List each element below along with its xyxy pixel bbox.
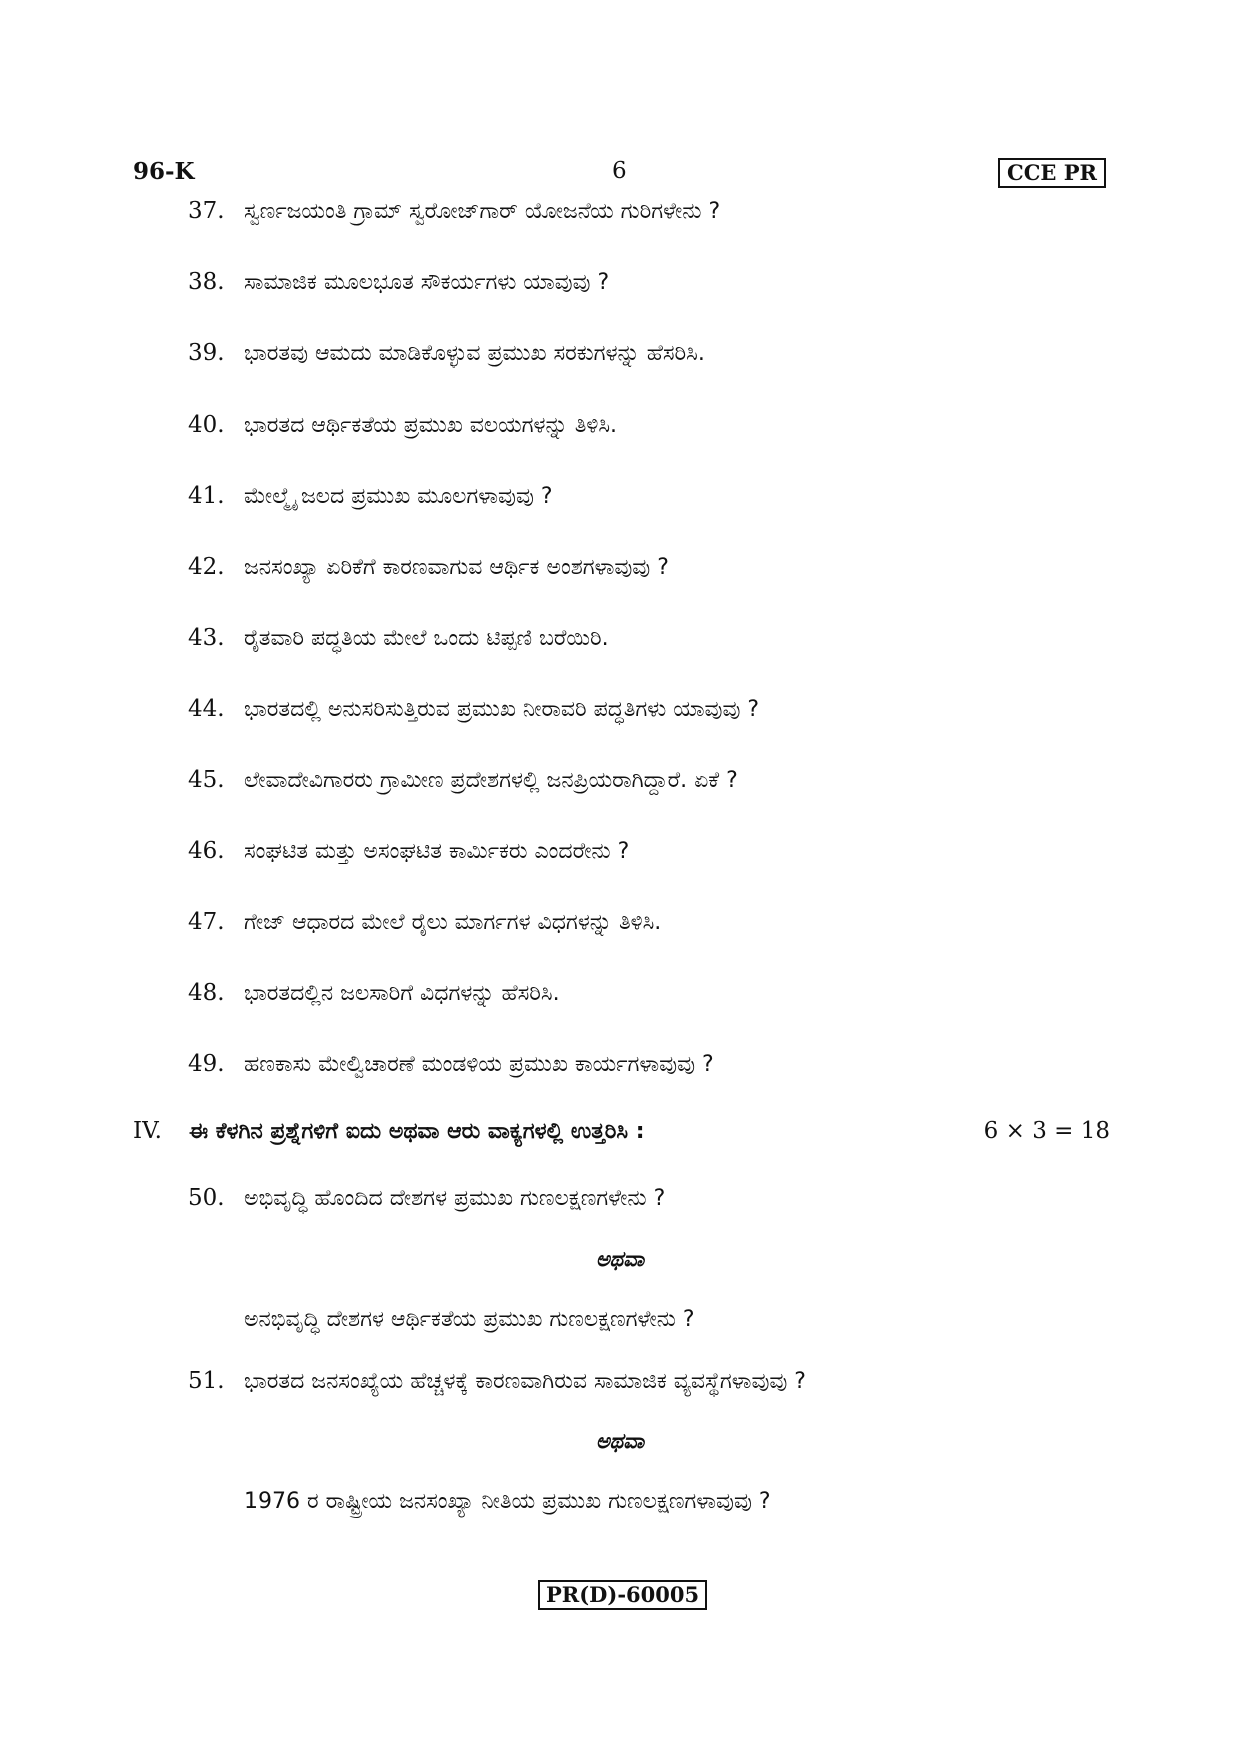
question-40 — [188, 412, 617, 438]
question-38 — [188, 269, 609, 295]
question-text: ಮೇಲ್ಮೈ ಜಲದ ಪ್ರಮುಖ ಮೂಲಗಳಾವುವು ? — [244, 484, 553, 509]
question-number: 50. — [188, 1185, 225, 1211]
question-43 — [188, 625, 609, 651]
question-number: 47. — [188, 909, 225, 935]
question-number: 41. — [188, 483, 225, 509]
question-45 — [188, 767, 738, 793]
series-box: CCE PR — [998, 158, 1106, 188]
question-text: ಸಂಘಟಿತ ಮತ್ತು ಅಸಂಘಟಿತ ಕಾರ್ಮಿಕರು ಎಂದರೇನು ? — [244, 839, 630, 864]
question-44 — [188, 696, 759, 722]
section-instruction: ಈ ಕೆಳಗಿನ ಪ್ರಶ್ನೆಗಳಿಗೆ ಐದು ಅಥವಾ ಆರು ವಾಕ್ಯಗಳಲ್ಲಿ ಉತ್ತರಿಸಿ : — [189, 1119, 645, 1144]
or-label: ಅಥವಾ — [595, 1247, 645, 1271]
question-number: 44. — [188, 696, 225, 722]
paper-code: 96-K — [133, 158, 195, 185]
question-text: ಭಾರತವು ಆಮದು ಮಾಡಿಕೊಳ್ಳುವ ಪ್ರಮುಖ ಸರಕುಗಳನ್ನು ಹೆಸರಿಸಿ. — [244, 341, 705, 366]
question-46 — [188, 838, 629, 864]
question-47 — [188, 909, 661, 935]
question-number: 42. — [188, 554, 225, 580]
question-text: ರೈತವಾರಿ ಪದ್ಧತಿಯ ಮೇಲೆ ಒಂದು ಟಿಪ್ಪಣಿ ಬರೆಯಿರಿ. — [244, 626, 609, 651]
question-48 — [188, 980, 560, 1006]
alternative-question-text: ಅನಭಿವೃದ್ಧಿ ದೇಶಗಳ ಆರ್ಥಿಕತೆಯ ಪ್ರಮುಖ ಗುಣಲಕ್ಷಣಗಳೇನು ? — [244, 1307, 695, 1332]
question-text: ಸ್ವರ್ಣಜಯಂತಿ ಗ್ರಾಮ್ ಸ್ವರೋಜ್‌ಗಾರ್ ಯೋಜನೆಯ ಗುರಿಗಳೇನು ? — [244, 199, 721, 224]
page-number: 6 — [612, 158, 627, 184]
question-text: ಅಭಿವೃದ್ಧಿ ಹೊಂದಿದ ದೇಶಗಳ ಪ್ರಮುಖ ಗುಣಲಕ್ಷಣಗಳೇನು ? — [244, 1186, 666, 1211]
question-number: 40. — [188, 412, 225, 438]
question-text: ಜನಸಂಖ್ಯಾ ಏರಿಕೆಗೆ ಕಾರಣವಾಗುವ ಆರ್ಥಿಕ ಅಂಶಗಳಾವುವು ? — [244, 555, 669, 580]
question-number: 43. — [188, 625, 225, 651]
question-number: 37. — [188, 198, 225, 224]
question-text: ಭಾರತದಲ್ಲಿ ಅನುಸರಿಸುತ್ತಿರುವ ಪ್ರಮುಖ ನೀರಾವರಿ ಪದ್ಧತಿಗಳು ಯಾವುವು ? — [244, 697, 760, 722]
question-37 — [188, 198, 720, 224]
section-marks: 6 × 3 = 18 — [983, 1118, 1110, 1144]
question-41 — [188, 483, 553, 509]
footer-code-box: PR(D)-60005 — [538, 1580, 707, 1610]
question-text: ಗೇಜ್ ಆಧಾರದ ಮೇಲೆ ರೈಲು ಮಾರ್ಗಗಳ ವಿಧಗಳನ್ನು ತಿಳಿಸಿ. — [244, 910, 662, 935]
question-text: ಭಾರತದ ಜನಸಂಖ್ಯೆಯ ಹೆಚ್ಚಳಕ್ಕೆ ಕಾರಣವಾಗಿರುವ ಸಾಮಾಜಿಕ ವ್ಯವಸ್ಥೆಗಳಾವುವು ? — [244, 1369, 806, 1394]
question-number: 46. — [188, 838, 225, 864]
question-number: 39. — [188, 340, 225, 366]
question-number: 45. — [188, 767, 225, 793]
question-51 — [188, 1368, 806, 1394]
question-42 — [188, 554, 669, 580]
section-numeral: IV. — [133, 1118, 162, 1144]
question-49 — [188, 1051, 714, 1077]
question-number: 48. — [188, 980, 225, 1006]
question-39 — [188, 340, 705, 366]
question-text: ಭಾರತದಲ್ಲಿನ ಜಲಸಾರಿಗೆ ವಿಧಗಳನ್ನು ಹೆಸರಿಸಿ. — [244, 981, 560, 1006]
question-number: 51. — [188, 1368, 225, 1394]
or-label: ಅಥವಾ — [595, 1429, 645, 1453]
question-text: ಹಣಕಾಸು ಮೇಲ್ವಿಚಾರಣೆ ಮಂಡಳಿಯ ಪ್ರಮುಖ ಕಾರ್ಯಗಳಾವುವು ? — [244, 1052, 714, 1077]
question-number: 49. — [188, 1051, 225, 1077]
section-heading — [133, 1118, 1110, 1144]
question-50 — [188, 1185, 665, 1211]
question-text: ಸಾಮಾಜಿಕ ಮೂಲಭೂತ ಸೌಕರ್ಯಗಳು ಯಾವುವು ? — [244, 270, 610, 295]
question-text: ಲೇವಾದೇವಿಗಾರರು ಗ್ರಾಮೀಣ ಪ್ರದೇಶಗಳಲ್ಲಿ ಜನಪ್ರಿಯರಾಗಿದ್ದಾರೆ. ಏಕೆ ? — [244, 768, 738, 793]
alternative-question-text: 1976 ರ ರಾಷ್ಟ್ರೀಯ ಜನಸಂಖ್ಯಾ ನೀತಿಯ ಪ್ರಮುಖ ಗುಣಲಕ್ಷಣಗಳಾವುವು ? — [244, 1489, 771, 1514]
question-text: ಭಾರತದ ಆರ್ಥಿಕತೆಯ ಪ್ರಮುಖ ವಲಯಗಳನ್ನು ತಿಳಿಸಿ. — [244, 413, 618, 438]
question-number: 38. — [188, 269, 225, 295]
